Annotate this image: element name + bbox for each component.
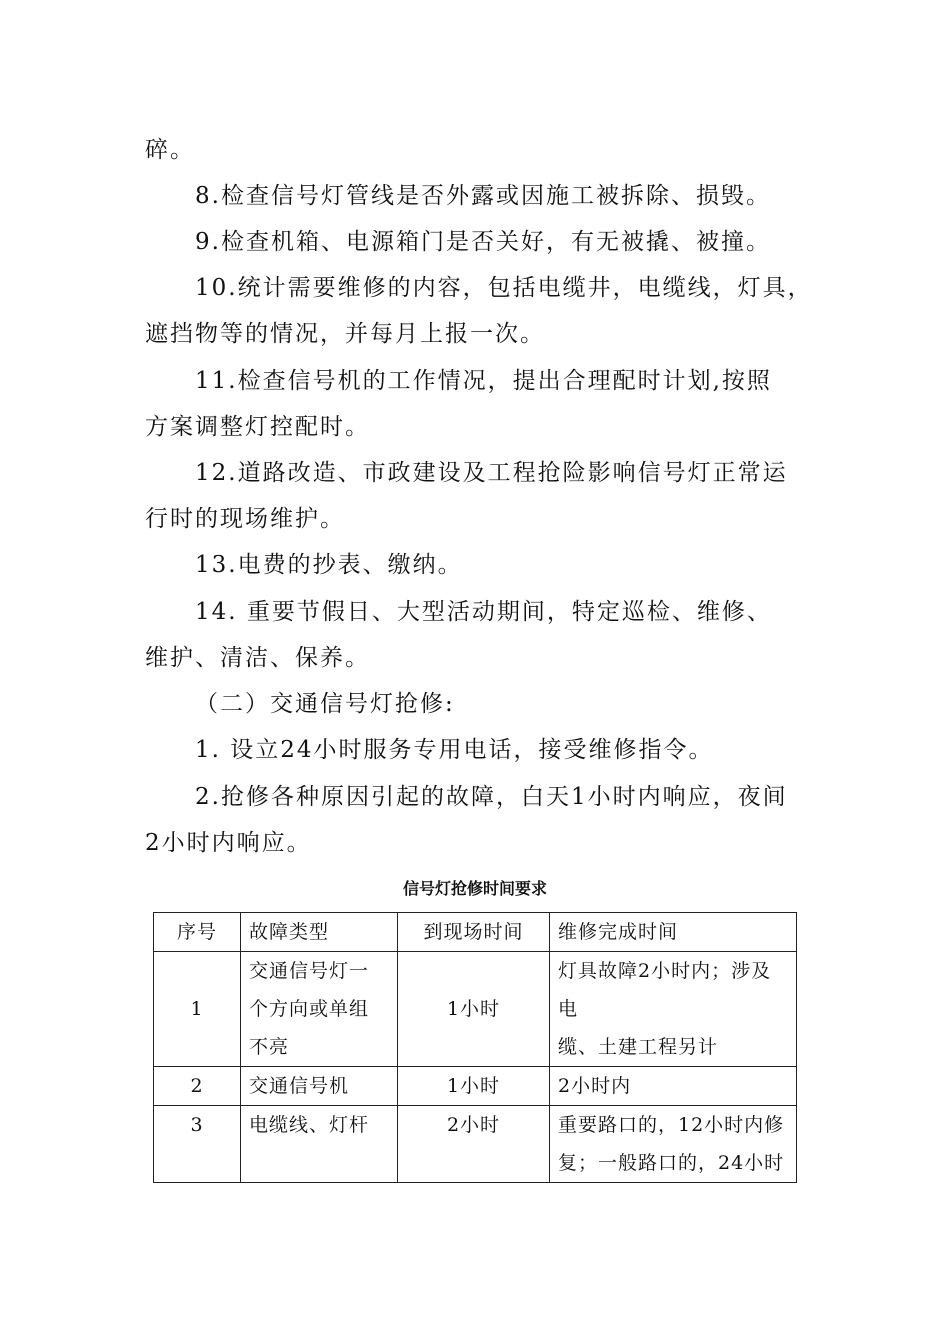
- paragraph-line: 2小时内响应。: [145, 830, 312, 856]
- arrive-time-cell: 1小时: [398, 952, 550, 1067]
- cell-line: 重要路口的，12小时内修: [558, 1114, 785, 1136]
- arrive-time-cell: 2小时: [398, 1106, 550, 1183]
- paragraph-line: 维护、清洁、保养。: [145, 645, 370, 671]
- row-number: 1: [154, 952, 241, 1067]
- header-cell: 到现场时间: [398, 913, 550, 952]
- fault-type-cell: 交通信号机: [241, 1067, 398, 1106]
- finish-time-cell: [550, 1106, 797, 1183]
- paragraph-line: 1. 设立24小时服务专用电话，接受维修指令。: [195, 737, 714, 763]
- paragraph-line: 14. 重要节假日、大型活动期间，特定巡检、维修、: [195, 599, 772, 625]
- table-row: [154, 952, 797, 1067]
- repair-time-table: [153, 912, 797, 1183]
- paragraph-line: 9.检查机箱、电源箱门是否关好，有无被撬、被撞。: [195, 229, 771, 255]
- cell-line: 复；一般路口的，24小时: [558, 1152, 785, 1174]
- paragraph-line: 2.抢修各种原因引起的故障，白天1小时内响应，夜间: [195, 784, 788, 810]
- paragraph-line: 12.道路改造、市政建设及工程抢险影响信号灯正常运: [195, 460, 788, 486]
- table-row: [154, 1106, 797, 1183]
- finish-time-cell: [550, 952, 797, 1067]
- cell-line: 灯具故障2小时内；涉及电: [558, 960, 772, 1020]
- cell-line: 缆、土建工程另计: [558, 1036, 719, 1058]
- header-cell: 故障类型: [241, 913, 398, 952]
- fault-type-cell: 电缆线、灯杆: [241, 1106, 398, 1183]
- table-caption: 信号灯抢修时间要求: [402, 879, 547, 898]
- table-row: [154, 1067, 797, 1106]
- paragraph-line: 8.检查信号灯管线是否外露或因施工被拆除、损毁。: [195, 183, 771, 209]
- paragraph-line: 行时的现场维护。: [145, 506, 345, 532]
- header-cell: 序号: [154, 913, 241, 952]
- paragraph-line: 遮挡物等的情况，并每月上报一次。: [145, 321, 545, 347]
- section-heading: （二）交通信号灯抢修:: [195, 691, 455, 717]
- arrive-time-cell: 1小时: [398, 1067, 550, 1106]
- header-cell: 维修完成时间: [550, 913, 797, 952]
- cell-line: 个方向或单组: [249, 998, 370, 1020]
- paragraph-line: 13.电费的抄表、缴纳。: [195, 552, 463, 578]
- paragraph-line: 碎。: [145, 137, 195, 163]
- cell-line: 不亮: [249, 1036, 290, 1058]
- paragraph-line: 方案调整灯控配时。: [145, 414, 370, 440]
- paragraph-line: 10.统计需要维修的内容，包括电缆井，电缆线，灯具，: [195, 275, 813, 301]
- row-number: 3: [154, 1106, 241, 1183]
- row-number: 2: [154, 1067, 241, 1106]
- fault-type-cell: [241, 952, 398, 1067]
- paragraph-line: 11.检查信号机的工作情况，提出合理配时计划,按照: [195, 368, 772, 394]
- finish-time-cell: 2小时内: [550, 1067, 797, 1106]
- cell-line: 交通信号灯一: [249, 960, 370, 982]
- table-header-row: [154, 913, 797, 952]
